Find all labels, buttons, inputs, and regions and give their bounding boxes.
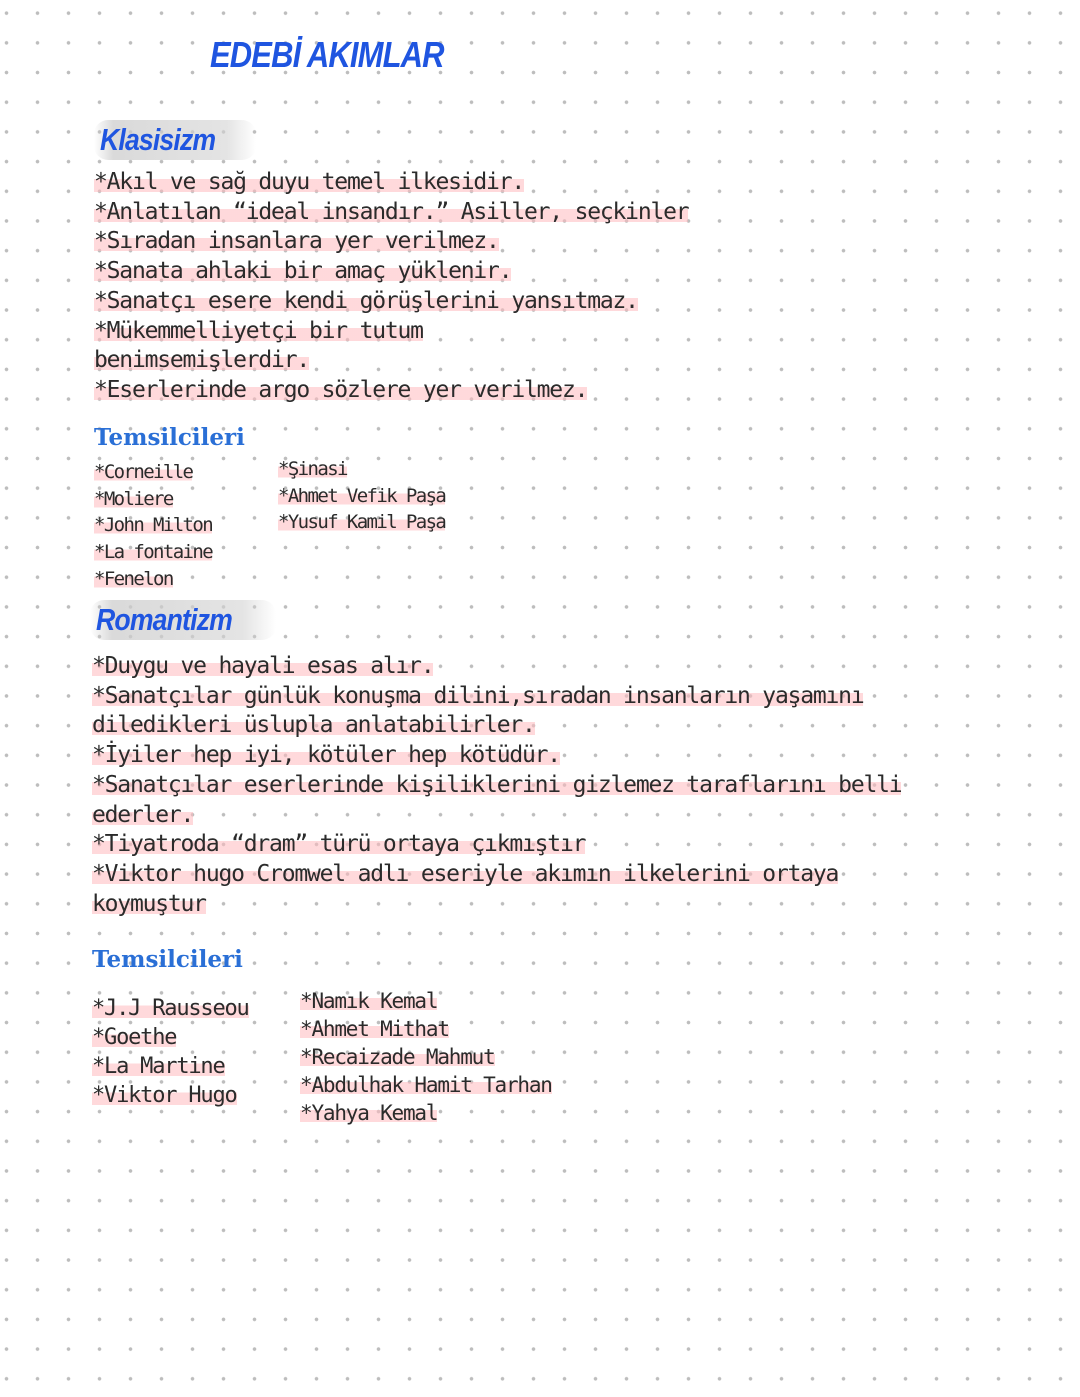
list-item: *Moliere bbox=[94, 487, 173, 510]
section-heading-klasisizm: Klasisizm bbox=[94, 120, 256, 160]
list-item: *Namık Kemal bbox=[300, 989, 438, 1013]
romantizm-representatives-heading: Temsilcileri bbox=[92, 946, 243, 973]
section-heading-romantizm: Romantizm bbox=[90, 600, 276, 640]
romantizm-representatives-left bbox=[92, 994, 249, 1110]
list-item: *Abdulhak Hamit Tarhan bbox=[300, 1073, 552, 1097]
list-item: diledikleri üslupla anlatabilirler. bbox=[92, 712, 535, 739]
klasisizm-representatives-left bbox=[94, 459, 212, 593]
list-item: *Sanatçı esere kendi görüşlerini yansıtmaz. bbox=[94, 287, 638, 314]
list-item: *İyiler hep iyi, kötüler hep kötüdür. bbox=[92, 742, 560, 769]
list-item: *Yahya Kemal bbox=[300, 1101, 438, 1125]
list-item: koymuştur bbox=[92, 890, 206, 917]
list-item: *Anlatılan “ideal insandır.” Asiller, seçkinler bbox=[94, 198, 689, 225]
list-item: *Duygu ve hayali esas alır. bbox=[92, 653, 434, 679]
list-item: *Yusuf Kamil Paşa bbox=[278, 511, 446, 534]
list-item: *La fontaine bbox=[94, 541, 213, 564]
list-item: *Eserlerinde argo sözlere yer verilmez. bbox=[94, 376, 588, 403]
list-item: *Akıl ve sağ duyu temel ilkesidir. bbox=[94, 169, 525, 195]
klasisizm-representatives-heading: Temsilcileri bbox=[94, 424, 245, 451]
list-item: ederler. bbox=[92, 801, 194, 828]
list-item: *Sanata ahlaki bir amaç yüklenir. bbox=[94, 258, 512, 285]
list-item: *Sanatçılar günlük konuşma dilini,sıradan insanların yaşamını bbox=[92, 682, 864, 709]
klasisizm-features bbox=[94, 168, 688, 406]
klasisizm-representatives-right bbox=[278, 456, 445, 536]
romantizm-representatives-right bbox=[300, 987, 552, 1127]
list-item: *Viktor hugo Cromwel adlı eseriyle akımın ilkelerini ortaya bbox=[92, 860, 839, 887]
list-item: *Goethe bbox=[92, 1025, 177, 1050]
list-item: *John Milton bbox=[94, 514, 213, 537]
list-item: *Şinasi bbox=[278, 458, 347, 480]
list-item: *Fenelon bbox=[94, 567, 173, 590]
list-item: *Ahmet Vefik Paşa bbox=[278, 484, 446, 507]
romantizm-features bbox=[92, 652, 901, 919]
list-item: benimsemişlerdir. bbox=[94, 347, 310, 374]
list-item: *Mükemmelliyetçi bir tutum bbox=[94, 317, 423, 344]
list-item: *Corneille bbox=[94, 461, 193, 483]
list-item: *Recaizade Mahmut bbox=[300, 1045, 495, 1069]
list-item: *Ahmet Mithat bbox=[300, 1017, 449, 1041]
list-item: *Sanatçılar eserlerinde kişiliklerini gizlemez taraflarını belli bbox=[92, 771, 902, 798]
page-title: EDEBİ AKIMLAR bbox=[210, 34, 444, 75]
list-item: *Viktor Hugo bbox=[92, 1083, 237, 1108]
list-item: *Tiyatroda “dram” türü ortaya çıkmıştır bbox=[92, 831, 586, 858]
list-item: *Sıradan insanlara yer verilmez. bbox=[94, 228, 499, 255]
list-item: *La Martine bbox=[92, 1054, 225, 1079]
list-item: *J.J Rausseou bbox=[92, 996, 249, 1021]
